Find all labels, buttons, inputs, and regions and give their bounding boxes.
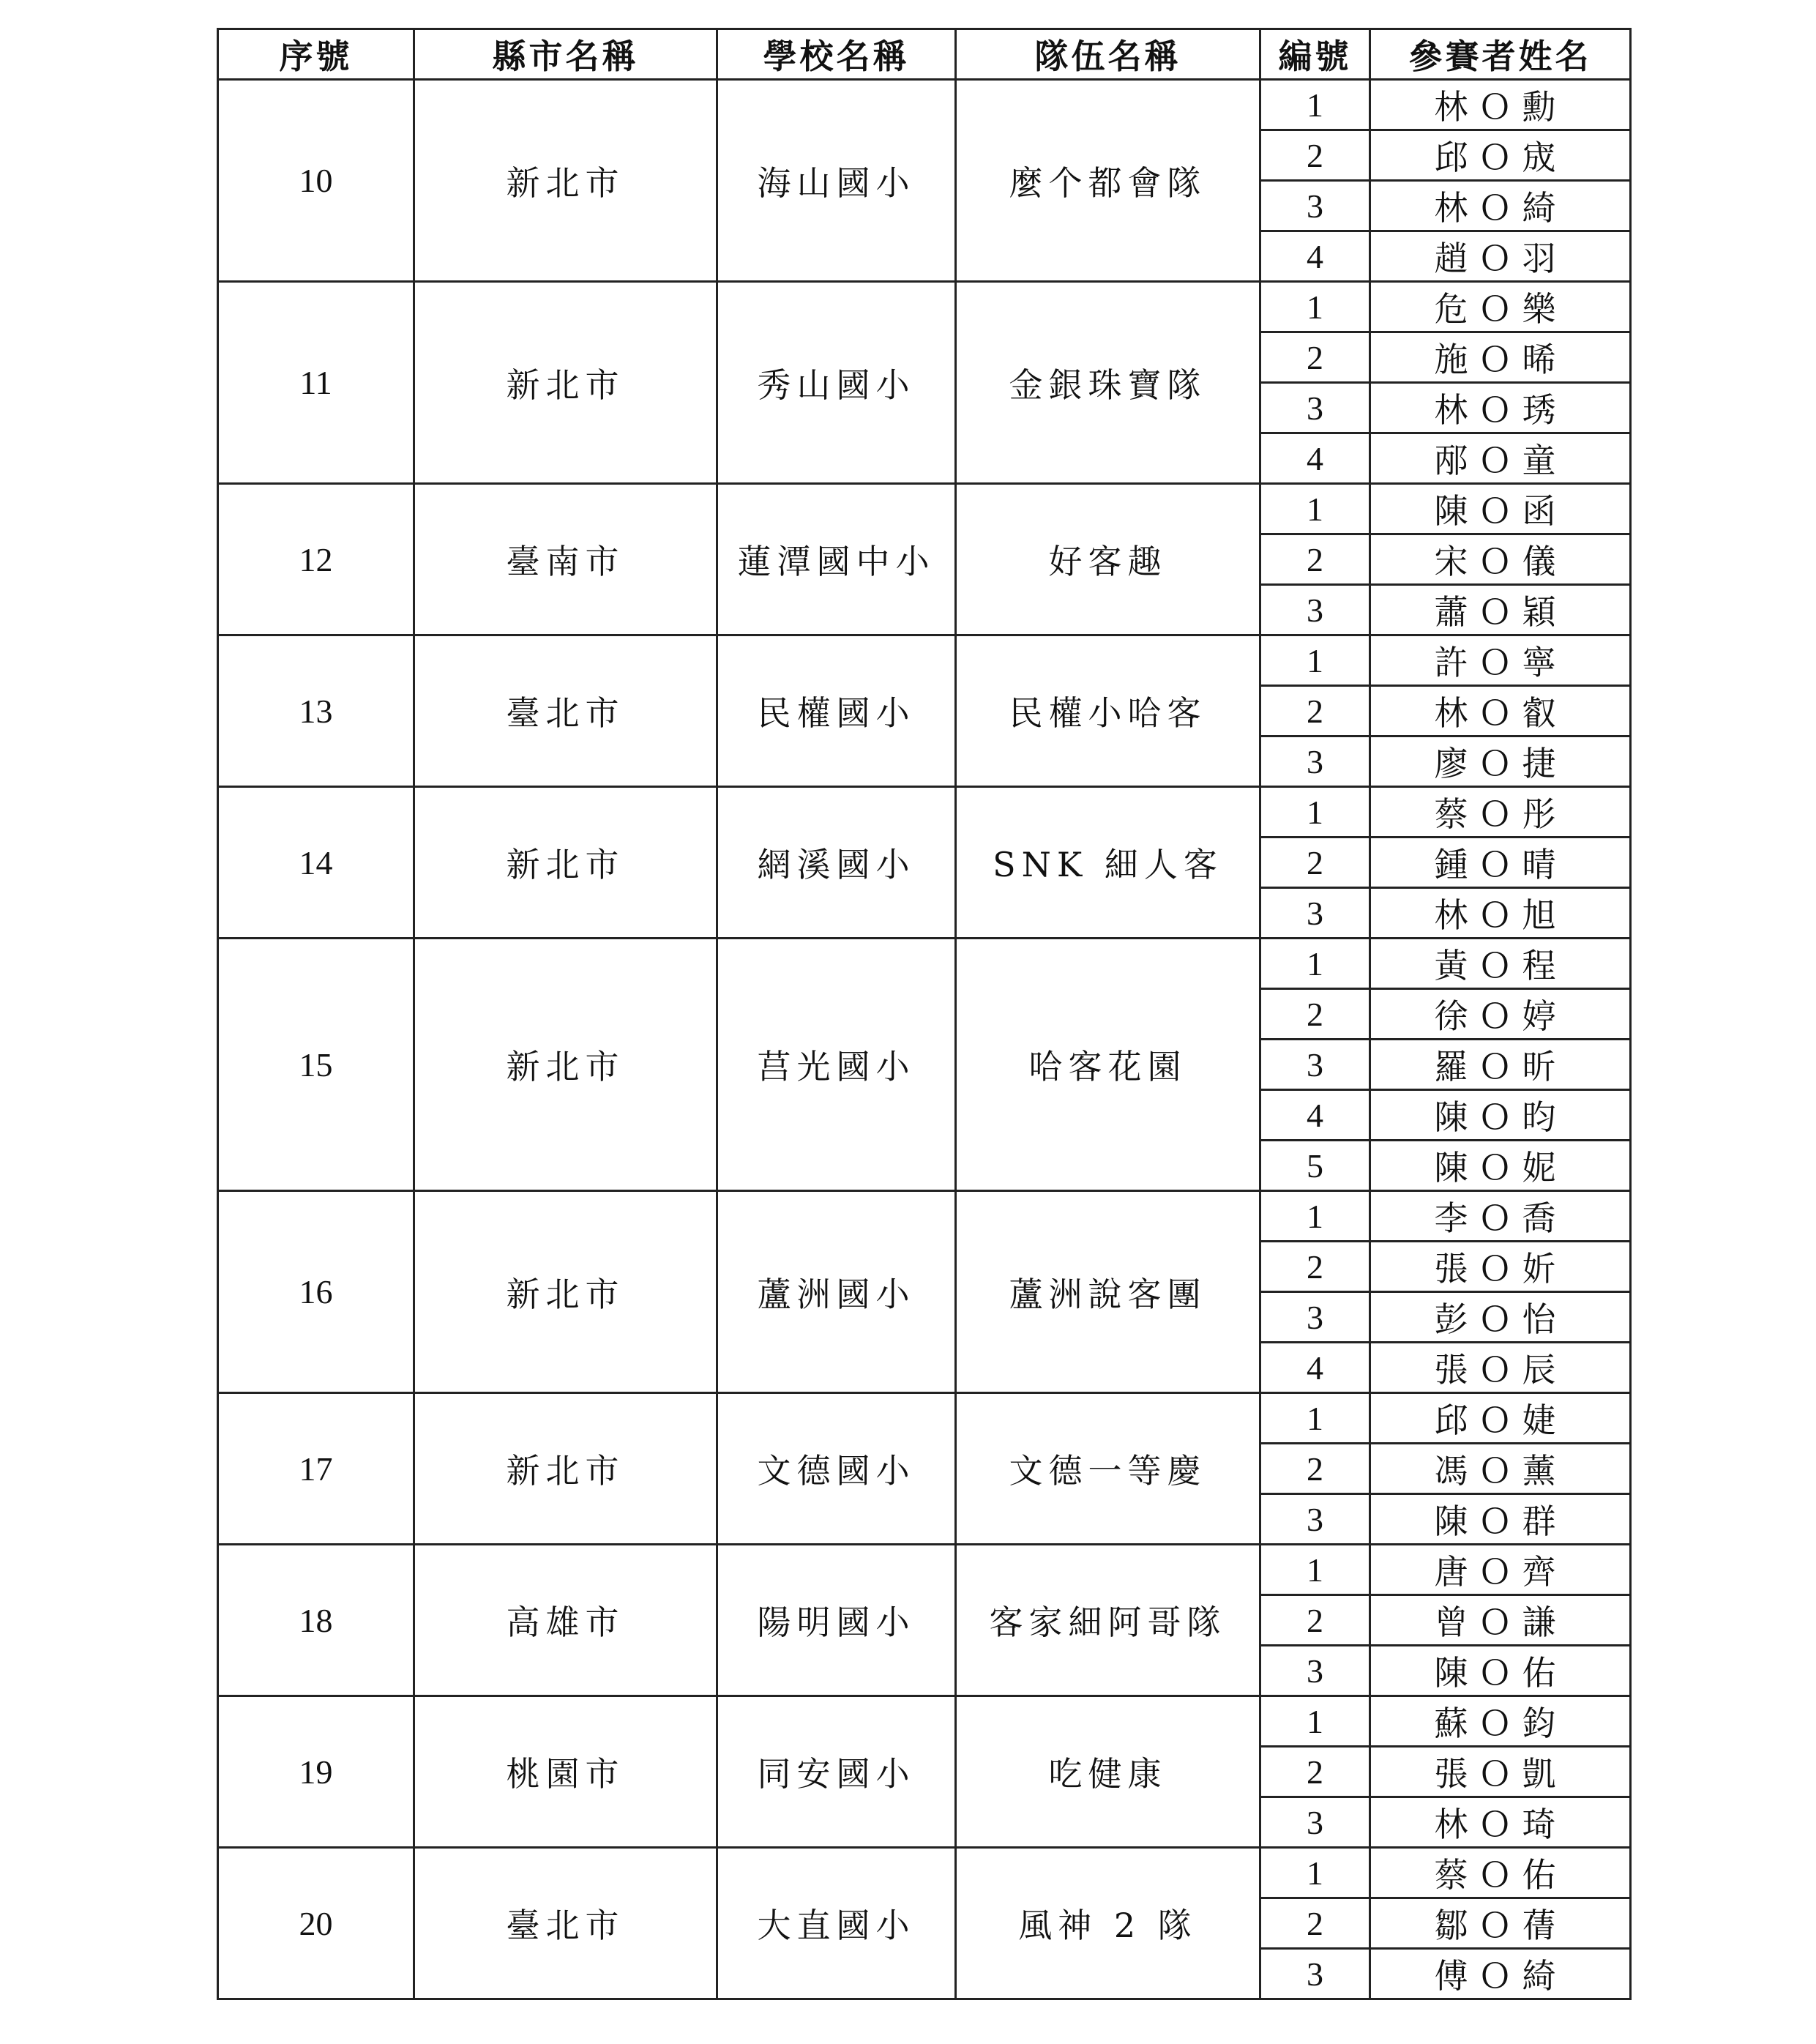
school-cell: 海山國小 bbox=[717, 80, 956, 282]
participant-name-cell: 趙Ｏ羽 bbox=[1370, 231, 1631, 282]
seq-cell: 15 bbox=[218, 939, 414, 1191]
participant-name-cell: 蘇Ｏ鈞 bbox=[1370, 1696, 1631, 1747]
member-number-cell: 1 bbox=[1260, 1191, 1370, 1242]
seq-cell: 14 bbox=[218, 787, 414, 939]
member-number-cell: 4 bbox=[1260, 433, 1370, 484]
participant-name-cell: 邱Ｏ婕 bbox=[1370, 1393, 1631, 1444]
table-body bbox=[218, 80, 1631, 1999]
member-number-cell: 3 bbox=[1260, 383, 1370, 433]
city-cell: 臺南市 bbox=[414, 484, 717, 635]
participant-name-cell: 張Ｏ凱 bbox=[1370, 1747, 1631, 1797]
participant-name-cell: 陳Ｏ佑 bbox=[1370, 1646, 1631, 1696]
participant-name-cell: 陳Ｏ妮 bbox=[1370, 1141, 1631, 1191]
participant-name-cell: 廖Ｏ捷 bbox=[1370, 736, 1631, 787]
seq-cell: 12 bbox=[218, 484, 414, 635]
participant-name-cell: 許Ｏ寧 bbox=[1370, 635, 1631, 686]
participant-name-cell: 徐Ｏ婷 bbox=[1370, 989, 1631, 1040]
city-cell: 臺北市 bbox=[414, 1848, 717, 1999]
school-cell: 網溪國小 bbox=[717, 787, 956, 939]
table-row bbox=[218, 282, 1631, 332]
member-number-cell: 3 bbox=[1260, 1646, 1370, 1696]
participant-name-cell: 林Ｏ琦 bbox=[1370, 1797, 1631, 1848]
team-name-cell: 金銀珠寶隊 bbox=[956, 282, 1260, 484]
participant-name-cell: 陳Ｏ函 bbox=[1370, 484, 1631, 534]
seq-cell: 11 bbox=[218, 282, 414, 484]
table-row bbox=[218, 939, 1631, 989]
city-cell: 新北市 bbox=[414, 1191, 717, 1393]
participant-name-cell: 施Ｏ晞 bbox=[1370, 332, 1631, 383]
participant-name-cell: 林Ｏ勳 bbox=[1370, 80, 1631, 130]
table-row bbox=[218, 80, 1631, 130]
table-row bbox=[218, 1696, 1631, 1747]
school-cell: 蘆洲國小 bbox=[717, 1191, 956, 1393]
team-name-cell: 風神 2 隊 bbox=[956, 1848, 1260, 1999]
team-name-cell: 蘆洲說客團 bbox=[956, 1191, 1260, 1393]
seq-cell: 10 bbox=[218, 80, 414, 282]
seq-cell: 17 bbox=[218, 1393, 414, 1545]
team-name-cell: 文德一等慶 bbox=[956, 1393, 1260, 1545]
member-number-cell: 3 bbox=[1260, 1797, 1370, 1848]
school-cell: 陽明國小 bbox=[717, 1545, 956, 1696]
member-number-cell: 2 bbox=[1260, 1242, 1370, 1292]
member-number-cell: 1 bbox=[1260, 1696, 1370, 1747]
city-cell: 桃園市 bbox=[414, 1696, 717, 1848]
participant-name-cell: 唐Ｏ齊 bbox=[1370, 1545, 1631, 1595]
city-cell: 新北市 bbox=[414, 939, 717, 1191]
participant-name-cell: 羅Ｏ昕 bbox=[1370, 1040, 1631, 1090]
header-seq: 序號 bbox=[218, 29, 414, 80]
participant-name-cell: 林Ｏ旭 bbox=[1370, 888, 1631, 939]
team-name-cell: 好客趣 bbox=[956, 484, 1260, 635]
seq-cell: 19 bbox=[218, 1696, 414, 1848]
table-row bbox=[218, 1191, 1631, 1242]
member-number-cell: 1 bbox=[1260, 282, 1370, 332]
member-number-cell: 1 bbox=[1260, 787, 1370, 838]
member-number-cell: 3 bbox=[1260, 1494, 1370, 1545]
table-row bbox=[218, 787, 1631, 838]
school-cell: 文德國小 bbox=[717, 1393, 956, 1545]
seq-cell: 18 bbox=[218, 1545, 414, 1696]
member-number-cell: 1 bbox=[1260, 1545, 1370, 1595]
school-cell: 蓮潭國中小 bbox=[717, 484, 956, 635]
participant-name-cell: 蔡Ｏ彤 bbox=[1370, 787, 1631, 838]
participant-name-cell: 宋Ｏ儀 bbox=[1370, 534, 1631, 585]
participant-name-cell: 彭Ｏ怡 bbox=[1370, 1292, 1631, 1343]
member-number-cell: 2 bbox=[1260, 838, 1370, 888]
table-row bbox=[218, 1848, 1631, 1898]
participant-name-cell: 邴Ｏ童 bbox=[1370, 433, 1631, 484]
city-cell: 新北市 bbox=[414, 80, 717, 282]
participant-name-cell: 張Ｏ妡 bbox=[1370, 1242, 1631, 1292]
member-number-cell: 4 bbox=[1260, 1090, 1370, 1141]
table-row bbox=[218, 484, 1631, 534]
member-number-cell: 3 bbox=[1260, 736, 1370, 787]
participant-name-cell: 馮Ｏ薰 bbox=[1370, 1444, 1631, 1494]
member-number-cell: 5 bbox=[1260, 1141, 1370, 1191]
member-number-cell: 1 bbox=[1260, 939, 1370, 989]
member-number-cell: 2 bbox=[1260, 989, 1370, 1040]
school-cell: 民權國小 bbox=[717, 635, 956, 787]
participant-name-cell: 陳Ｏ群 bbox=[1370, 1494, 1631, 1545]
header-city: 縣市名稱 bbox=[414, 29, 717, 80]
team-name-cell: 麼个都會隊 bbox=[956, 80, 1260, 282]
table-row bbox=[218, 635, 1631, 686]
city-cell: 臺北市 bbox=[414, 635, 717, 787]
header-participant: 參賽者姓名 bbox=[1370, 29, 1631, 80]
member-number-cell: 2 bbox=[1260, 1444, 1370, 1494]
participant-name-cell: 危Ｏ樂 bbox=[1370, 282, 1631, 332]
city-cell: 新北市 bbox=[414, 282, 717, 484]
participant-name-cell: 蕭Ｏ穎 bbox=[1370, 585, 1631, 635]
city-cell: 新北市 bbox=[414, 787, 717, 939]
table-row bbox=[218, 1545, 1631, 1595]
participant-name-cell: 鍾Ｏ晴 bbox=[1370, 838, 1631, 888]
member-number-cell: 2 bbox=[1260, 1898, 1370, 1949]
table-header bbox=[218, 29, 1631, 80]
member-number-cell: 2 bbox=[1260, 1595, 1370, 1646]
member-number-cell: 1 bbox=[1260, 484, 1370, 534]
header-team: 隊伍名稱 bbox=[956, 29, 1260, 80]
school-cell: 同安國小 bbox=[717, 1696, 956, 1848]
team-name-cell: SNK 細人客 bbox=[956, 787, 1260, 939]
team-name-cell: 吃健康 bbox=[956, 1696, 1260, 1848]
member-number-cell: 2 bbox=[1260, 130, 1370, 181]
participant-name-cell: 黃Ｏ程 bbox=[1370, 939, 1631, 989]
member-number-cell: 2 bbox=[1260, 534, 1370, 585]
school-cell: 秀山國小 bbox=[717, 282, 956, 484]
header-school: 學校名稱 bbox=[717, 29, 956, 80]
team-name-cell: 客家細阿哥隊 bbox=[956, 1545, 1260, 1696]
member-number-cell: 2 bbox=[1260, 1747, 1370, 1797]
city-cell: 高雄市 bbox=[414, 1545, 717, 1696]
team-name-cell: 哈客花園 bbox=[956, 939, 1260, 1191]
participant-name-cell: 李Ｏ喬 bbox=[1370, 1191, 1631, 1242]
header-number: 編號 bbox=[1260, 29, 1370, 80]
member-number-cell: 3 bbox=[1260, 181, 1370, 231]
city-cell: 新北市 bbox=[414, 1393, 717, 1545]
seq-cell: 20 bbox=[218, 1848, 414, 1999]
header-row bbox=[218, 29, 1631, 80]
participant-name-cell: 張Ｏ辰 bbox=[1370, 1343, 1631, 1393]
team-name-cell: 民權小哈客 bbox=[956, 635, 1260, 787]
school-cell: 莒光國小 bbox=[717, 939, 956, 1191]
member-number-cell: 3 bbox=[1260, 1292, 1370, 1343]
participant-name-cell: 鄒Ｏ蒨 bbox=[1370, 1898, 1631, 1949]
seq-cell: 13 bbox=[218, 635, 414, 787]
participant-table bbox=[217, 28, 1632, 2000]
participant-name-cell: 邱Ｏ宬 bbox=[1370, 130, 1631, 181]
participant-name-cell: 陳Ｏ昀 bbox=[1370, 1090, 1631, 1141]
participant-name-cell: 林Ｏ琇 bbox=[1370, 383, 1631, 433]
member-number-cell: 1 bbox=[1260, 635, 1370, 686]
school-cell: 大直國小 bbox=[717, 1848, 956, 1999]
participant-name-cell: 林Ｏ叡 bbox=[1370, 686, 1631, 736]
member-number-cell: 1 bbox=[1260, 1393, 1370, 1444]
member-number-cell: 3 bbox=[1260, 888, 1370, 939]
member-number-cell: 2 bbox=[1260, 686, 1370, 736]
member-number-cell: 1 bbox=[1260, 80, 1370, 130]
member-number-cell: 3 bbox=[1260, 1040, 1370, 1090]
member-number-cell: 4 bbox=[1260, 231, 1370, 282]
participant-name-cell: 林Ｏ綺 bbox=[1370, 181, 1631, 231]
member-number-cell: 1 bbox=[1260, 1848, 1370, 1898]
member-number-cell: 2 bbox=[1260, 332, 1370, 383]
participant-name-cell: 曾Ｏ謙 bbox=[1370, 1595, 1631, 1646]
member-number-cell: 4 bbox=[1260, 1343, 1370, 1393]
member-number-cell: 3 bbox=[1260, 1949, 1370, 1999]
table-row bbox=[218, 1393, 1631, 1444]
participant-name-cell: 傅Ｏ綺 bbox=[1370, 1949, 1631, 1999]
member-number-cell: 3 bbox=[1260, 585, 1370, 635]
participant-name-cell: 蔡Ｏ佑 bbox=[1370, 1848, 1631, 1898]
seq-cell: 16 bbox=[218, 1191, 414, 1393]
